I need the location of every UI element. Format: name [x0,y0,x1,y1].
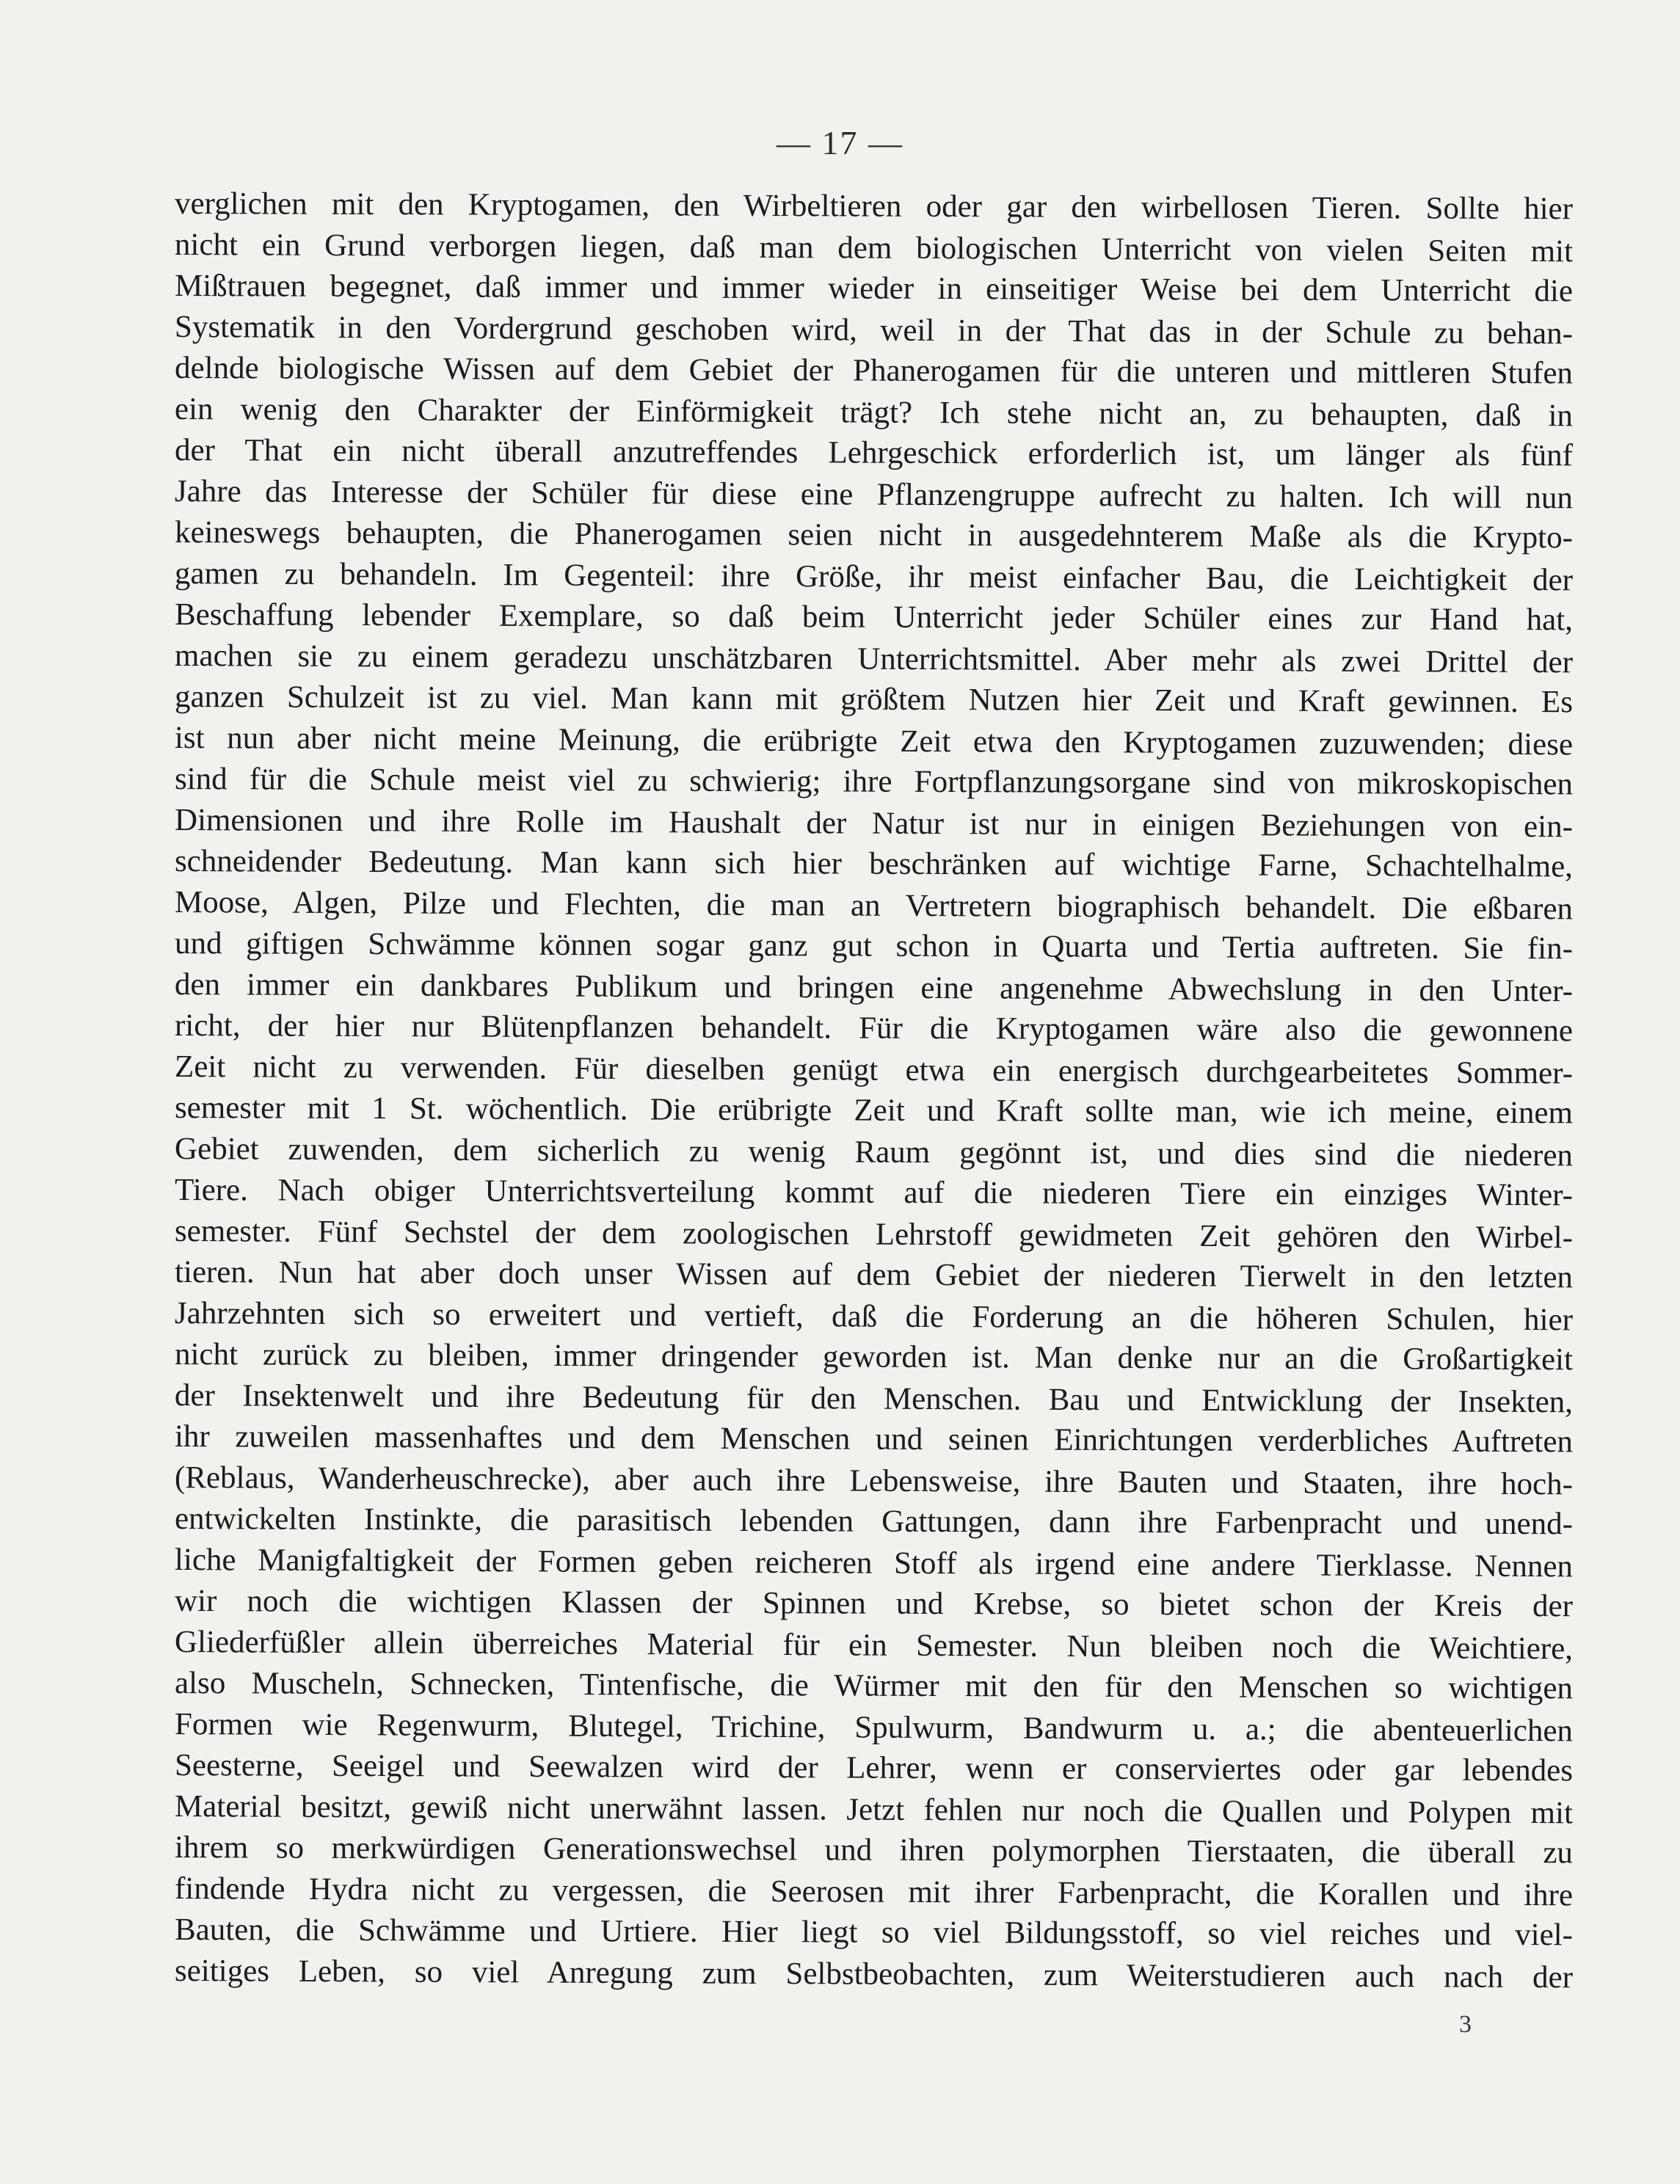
text-line: nicht zurück zu bleiben, immer dringender geworden ist. Man denke nur an die Großartigkeit [174,1337,1574,1377]
text-line: semester. Fünf Sechstel der dem zoologischen Lehrstoff gewidmeten Zeit gehören den Wirbel- [174,1214,1574,1256]
text-line: Gliederfüßler allein überreiches Material für ein Semester. Nun bleiben noch die Weichtiere, [174,1625,1574,1667]
text-line: Bauten, die Schwämme und Urtiere. Hier liegt so viel Bildungsstoff, so viel reiches und viel- [174,1912,1574,1953]
signature-mark: 3 [1459,2011,1472,2038]
text-line: ihr zuweilen massenhaftes und dem Menschen und seinen Einrichtungen verderbliches Auftreten [174,1419,1574,1460]
text-line: Jahrzehnten sich so erweitert und vertieft, daß die Forderung an die höheren Schulen, hier [174,1296,1574,1338]
body-text [174,183,1574,1995]
text-line: Jahre das Interesse der Schüler für diese eine Pflanzengruppe aufrecht zu halten. Ich will nun [174,474,1574,516]
text-line: Dimensionen und ihre Rolle im Haushalt der Natur ist nur in einigen Beziehungen von ein- [174,803,1574,845]
text-line: semester mit 1 St. wöchentlich. Die erübrigte Zeit und Kraft sollte man, wie ich meine, einem [174,1091,1574,1131]
text-line: gamen zu behandeln. Im Gegenteil: ihre Größe, ihr meist einfacher Bau, die Leichtigkeit der [174,556,1574,598]
text-line: Tiere. Nach obiger Unterrichtsverteilung kommt auf die niederen Tiere ein einziges Winter- [174,1173,1574,1213]
text-line: und giftigen Schwämme können sogar ganz gut schon in Quarta und Tertia auftreten. Sie fin- [174,926,1574,967]
text-line: Formen wie Regenwurm, Blutegel, Trichine, Spulwurm, Bandwurm u. a.; die abenteuerlichen [174,1707,1574,1749]
text-line: Beschaffung lebender Exemplare, so daß beim Unterricht jeder Schüler eines zur Hand hat, [174,597,1574,638]
text-line: findende Hydra nicht zu vergessen, die Seerosen mit ihrer Farbenpracht, die Korallen und ihre [174,1871,1574,1913]
text-line: Mißtrauen begegnet, daß immer und immer wieder in einseitiger Weise bei dem Unterricht die [174,269,1574,309]
text-line: entwickelten Instinkte, die parasitisch lebenden Gattungen, dann ihre Farbenpracht und unend- [174,1502,1574,1542]
text-line: Seesterne, Seeigel und Seewalzen wird der Lehrer, wenn er conserviertes oder gar lebendes [174,1748,1574,1788]
text-line: Moose, Algen, Pilze und Flechten, die man an Vertretern biographisch behandelt. Die eßbaren [174,885,1574,927]
text-line: ist nun aber nicht meine Meinung, die erübrigte Zeit etwa den Kryptogamen zuzuwenden; diese [174,721,1574,762]
text-line: Gebiet zuwenden, dem sicherlich zu wenig Raum gegönnt ist, und dies sind die niederen [174,1132,1574,1173]
text-line: tieren. Nun hat aber doch unser Wissen auf dem Gebiet der niederen Tierwelt in den letzten [174,1255,1574,1295]
text-line: der Insektenwelt und ihre Bedeutung für den Menschen. Bau und Entwicklung der Insekten, [174,1378,1574,1420]
text-line: ihrem so merkwürdigen Generationswechsel und ihren polymorphen Tierstaaten, die überall zu [174,1830,1574,1871]
text-line: schneidender Bedeutung. Man kann sich hier beschränken auf wichtige Farne, Schachtelhalme, [174,844,1574,884]
text-line: seitiges Leben, so viel Anregung zum Selbstbeobachten, zum Weiterstudieren auch nach der [174,1954,1574,1995]
text-line: Zeit nicht zu verwenden. Für dieselben genügt etwa ein energisch durchgearbeitetes Sommer- [174,1049,1574,1091]
text-line: also Muscheln, Schnecken, Tintenfische, die Würmer mit den für den Menschen so wichtigen [174,1666,1574,1706]
text-line: der That ein nicht überall anzutreffendes Lehrgeschick erforderlich ist, um länger als fünf [174,433,1574,473]
text-line: liche Manigfaltigkeit der Formen geben reicheren Stoff als irgend eine andere Tierklasse. Nennen [174,1543,1574,1584]
page-number: — 17 — [777,124,903,161]
text-line: keineswegs behaupten, die Phanerogamen seien nicht in ausgedehnterem Maße als die Krypto- [174,515,1574,556]
text-line: verglichen mit den Kryptogamen, den Wirbeltieren oder gar den wirbellosen Tieren. Sollte hier [174,186,1574,227]
text-line: Material besitzt, gewiß nicht unerwähnt lassen. Jetzt fehlen nur noch die Quallen und Polypen mit [174,1789,1574,1831]
text-line: Systematik in den Vordergrund geschoben wird, weil in der That das in der Schule zu behan- [174,310,1574,352]
text-line: (Reblaus, Wanderheuschrecke), aber auch ihre Lebensweise, ihre Bauten und Staaten, ihre hoch- [174,1460,1574,1502]
text-line: sind für die Schule meist viel zu schwierig; ihre Fortpflanzungsorgane sind von mikroskopischen [174,762,1574,802]
text-line: delnde biologische Wissen auf dem Gebiet der Phanerogamen für die unteren und mittleren Stufen [174,351,1574,391]
text-line: wir noch die wichtigen Klassen der Spinnen und Krebse, so bietet schon der Kreis der [174,1584,1574,1624]
text-line: ganzen Schulzeit ist zu viel. Man kann mit größtem Nutzen hier Zeit und Kraft gewinnen. Es [174,680,1574,720]
text-line: den immer ein dankbares Publikum und bringen eine angenehme Abwechslung in den Unter- [174,967,1574,1009]
text-line: richt, der hier nur Blütenpflanzen behandelt. Für die Kryptogamen wäre also die gewonnene [174,1008,1574,1049]
text-line: nicht ein Grund verborgen liegen, daß man dem biologischen Unterricht von vielen Seiten mit [174,228,1574,269]
text-line: machen sie zu einem geradezu unschätzbaren Unterrichtsmittel. Aber mehr als zwei Drittel der [174,638,1574,680]
text-line: ein wenig den Charakter der Einförmigkeit trägt? Ich stehe nicht an, zu behaupten, daß in [174,392,1574,434]
